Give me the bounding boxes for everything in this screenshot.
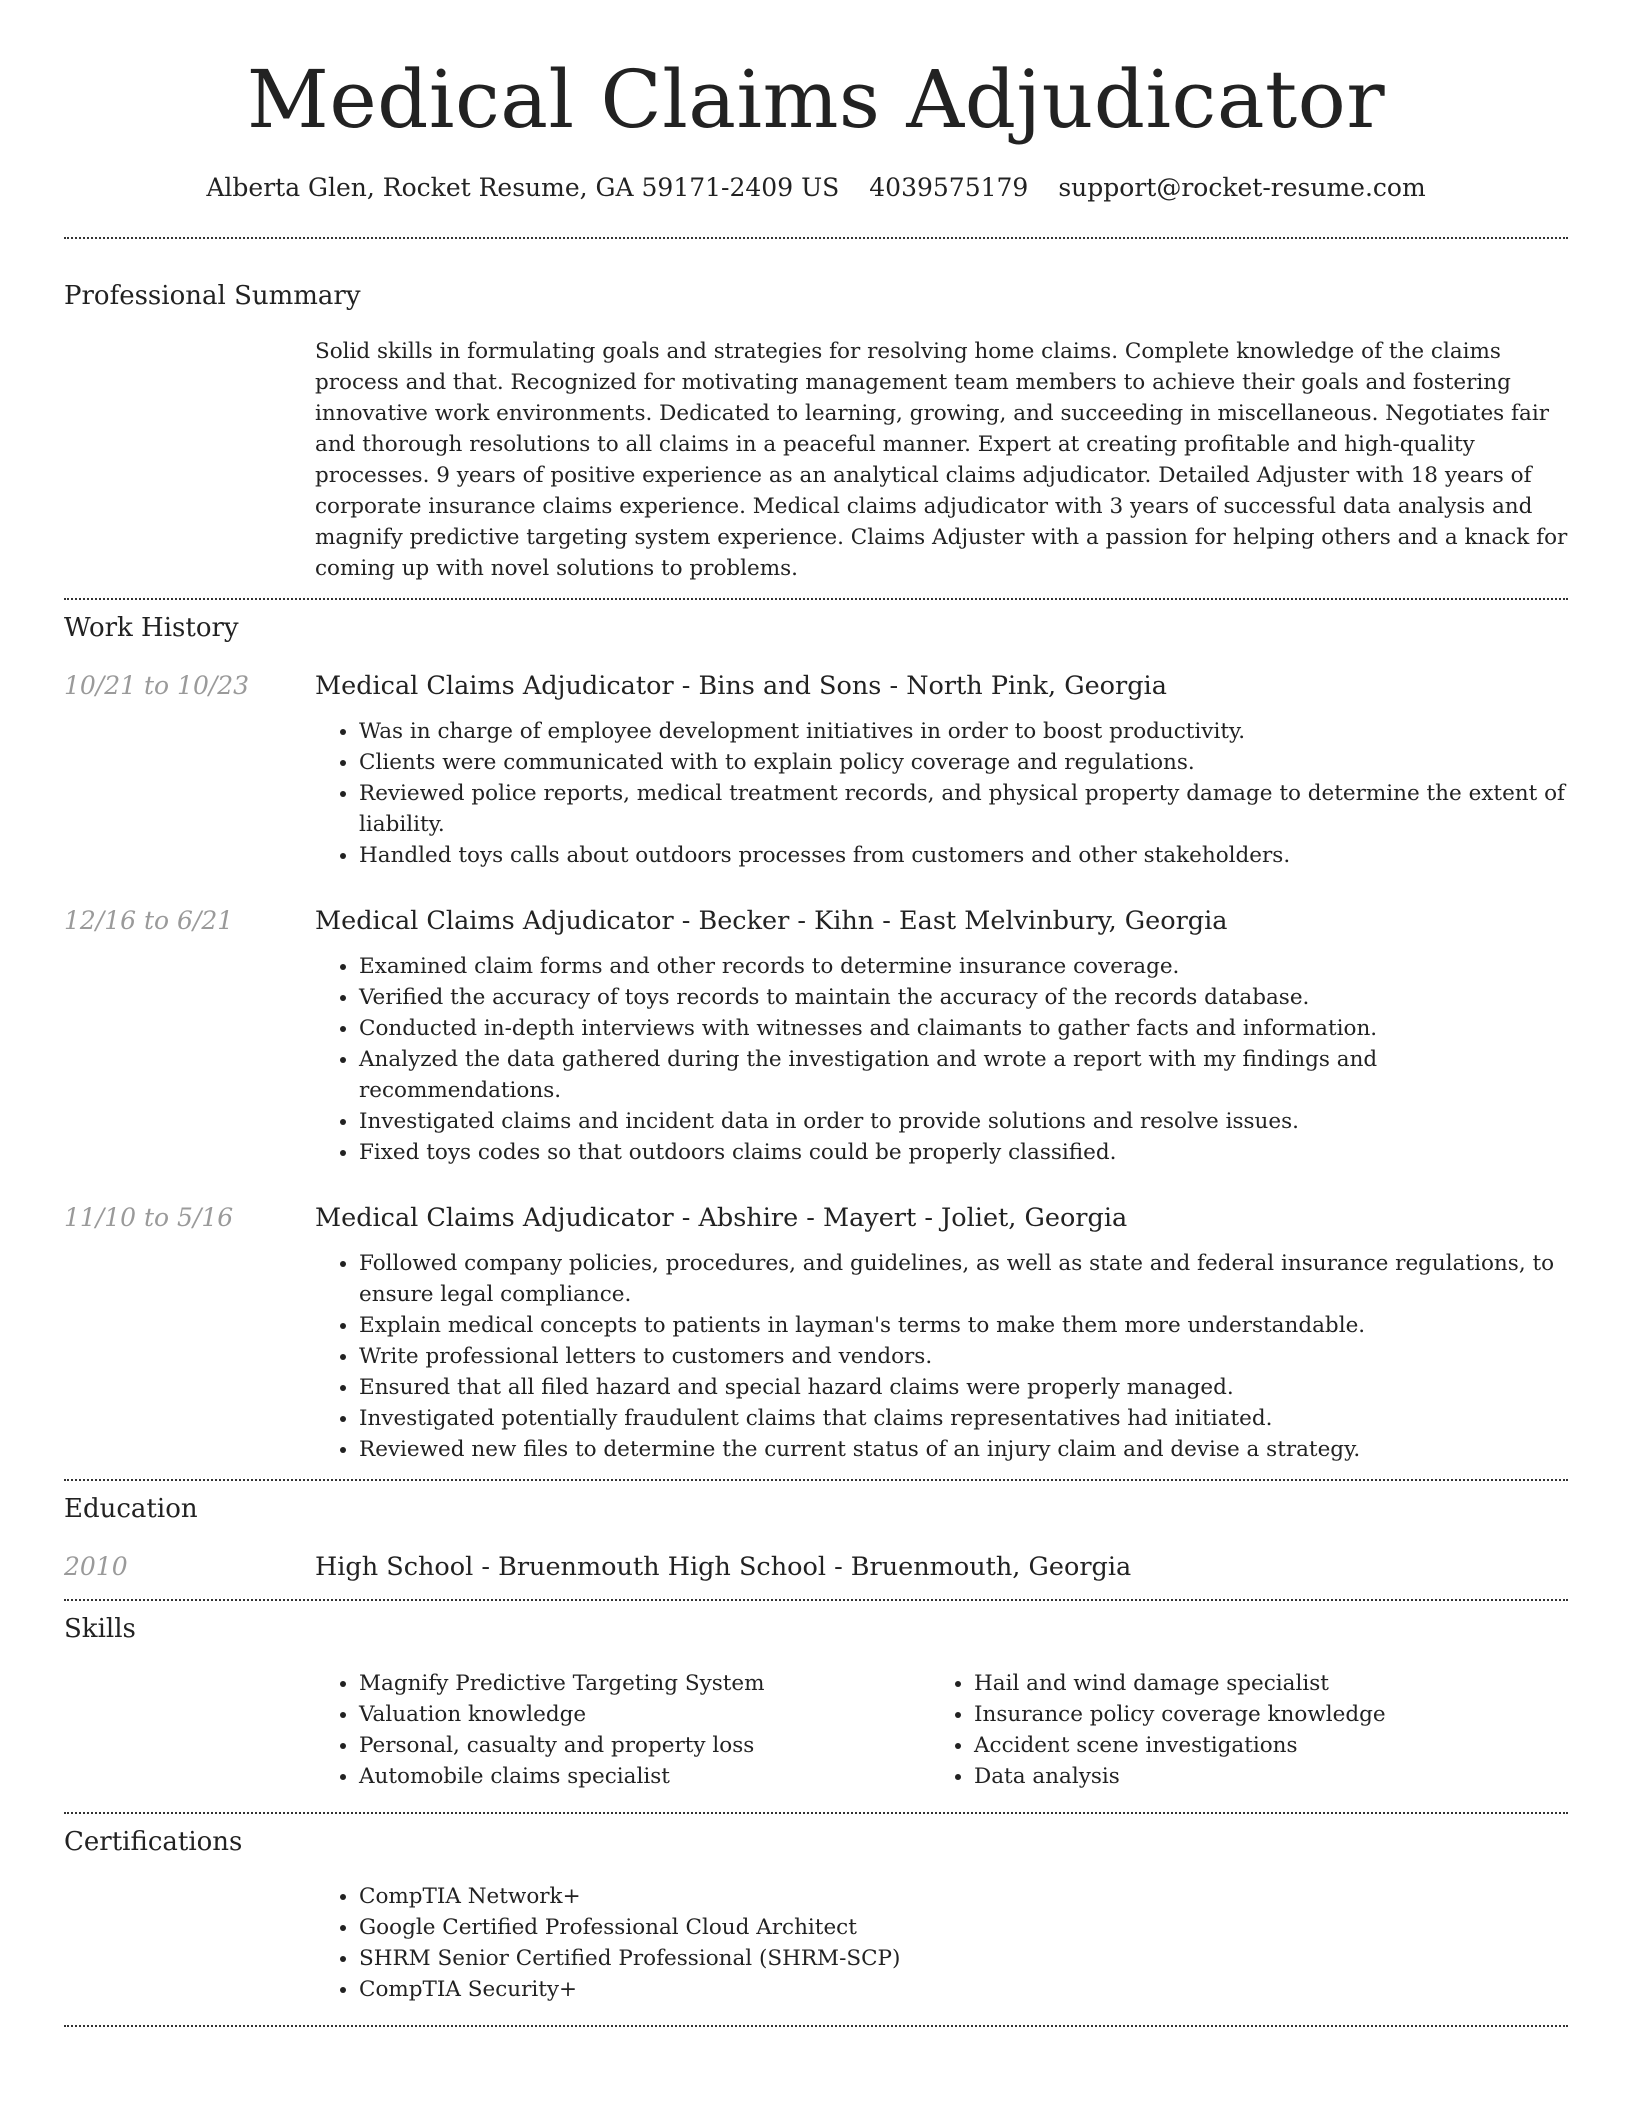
skills-columns (315, 1668, 1568, 1792)
certifications-section (64, 1814, 1568, 2005)
education-year: 2010 (64, 1552, 128, 1581)
certification-item: • Google Certified Professional Cloud Architect (359, 1912, 1568, 1943)
summary-section (64, 239, 1568, 584)
job-bullet: • Reviewed new files to determine the current status of an injury claim and devise a strategy. (359, 1434, 1568, 1465)
job-bullet: • Verified the accuracy of toys records to maintain the accuracy of the records database. (359, 982, 1568, 1013)
skill-item: • Valuation knowledge (359, 1699, 930, 1730)
job-heading: Medical Claims Adjudicator - Abshire - Mayert - Joliet, Georgia (315, 1203, 1128, 1233)
education-heading: High School - Bruenmouth High School - Bruenmouth, Georgia (315, 1552, 1132, 1582)
skill-item: • Personal, casualty and property loss (359, 1730, 930, 1761)
job-bullet: • Followed company policies, procedures, and guidelines, as well as state and federal insurance regulations, to ensure legal compliance. (359, 1248, 1568, 1310)
job-bullet: • Ensured that all filed hazard and special hazard claims were properly managed. (359, 1372, 1568, 1403)
education-section (64, 1481, 1568, 1583)
resume-page (64, 0, 1568, 2027)
job-dates: 10/21 to 10/23 (64, 671, 250, 700)
contact-email: support@rocket-resume.com (1058, 173, 1426, 202)
job-entry (64, 670, 1568, 871)
skills-section (64, 1601, 1568, 1792)
job-bullet: • Investigated claims and incident data in order to provide solutions and resolve issues. (359, 1106, 1568, 1137)
job-bullets (315, 1248, 1568, 1465)
work-history-section (64, 600, 1568, 1465)
contact-address: Alberta Glen, Rocket Resume, GA 59171-2409 US (206, 173, 840, 202)
job-entry (64, 1202, 1568, 1465)
skill-item: • Accident scene investigations (974, 1730, 1545, 1761)
job-bullet: • Handled toys calls about outdoors processes from customers and other stakeholders. (359, 840, 1568, 871)
skill-item: • Data analysis (974, 1761, 1545, 1792)
section-title-certifications: Certifications (64, 1827, 243, 1857)
job-bullet: • Conducted in-depth interviews with witnesses and claimants to gather facts and information. (359, 1013, 1568, 1044)
skill-item: • Insurance policy coverage knowledge (974, 1699, 1545, 1730)
summary-content (315, 336, 1568, 584)
skills-column-left (315, 1668, 930, 1792)
job-dates: 12/16 to 6/21 (64, 906, 234, 935)
job-bullet: • Write professional letters to customers and vendors. (359, 1341, 1568, 1372)
job-bullets (315, 951, 1568, 1168)
skill-item: • Magnify Predictive Targeting System (359, 1668, 930, 1699)
job-entry (64, 905, 1568, 1168)
skill-item: • Hail and wind damage specialist (974, 1668, 1545, 1699)
job-bullet: • Analyzed the data gathered during the investigation and wrote a report with my findings and recommendations. (359, 1044, 1568, 1106)
job-bullet: • Explain medical concepts to patients in layman's terms to make them more understandable. (359, 1310, 1568, 1341)
contact-phone: 4039575179 (869, 173, 1029, 202)
resume-title: Medical Claims Adjudicator (246, 53, 1386, 146)
section-title-summary: Professional Summary (64, 281, 361, 311)
job-bullet: • Reviewed police reports, medical treatment records, and physical property damage to determine the extent of liability. (359, 778, 1568, 840)
section-title-work-history: Work History (64, 613, 239, 643)
certifications-content (315, 1881, 1568, 2005)
skills-column-right (930, 1668, 1545, 1792)
divider (64, 2025, 1568, 2027)
skill-item: • Automobile claims specialist (359, 1761, 930, 1792)
section-title-skills: Skills (64, 1614, 136, 1644)
education-entry (64, 1551, 1568, 1583)
summary-text: Solid skills in formulating goals and strategies for resolving home claims. Complete knowledge of the claims process and that. Recognized for motivating management team members to achieve their goals and fostering innovative work environments. Dedicated to learning, growing, and succeeding in miscellaneous. Negotiates fair and thorough resolutions to all claims in a peaceful manner. Expert at creating profitable and high-quality processes. 9 years of positive experience as an analytical claims adjudicator. Detailed Adjuster with 18 years of corporate insurance claims experience. Medical claims adjudicator with 3 years of successful data analysis and magnify predictive targeting system experience. Claims Adjuster with a passion for helping others and a knack for coming up with novel solutions to problems. (315, 339, 1568, 581)
job-heading: Medical Claims Adjudicator - Becker - Kihn - East Melvinbury, Georgia (315, 906, 1228, 936)
job-heading: Medical Claims Adjudicator - Bins and Sons - North Pink, Georgia (315, 671, 1167, 701)
job-bullet: • Fixed toys codes so that outdoors claims could be properly classified. (359, 1137, 1568, 1168)
job-bullet: • Examined claim forms and other records to determine insurance coverage. (359, 951, 1568, 982)
job-bullet: • Clients were communicated with to explain policy coverage and regulations. (359, 747, 1568, 778)
job-bullet: • Investigated potentially fraudulent claims that claims representatives had initiated. (359, 1403, 1568, 1434)
certification-item: • CompTIA Network+ (359, 1881, 1568, 1912)
section-title-education: Education (64, 1494, 198, 1524)
job-dates: 11/10 to 5/16 (64, 1203, 234, 1232)
certification-item: • CompTIA Security+ (359, 1974, 1568, 2005)
job-bullets (315, 716, 1568, 871)
contact-line (64, 172, 1568, 204)
certification-item: • SHRM Senior Certified Professional (SHRM-SCP) (359, 1943, 1568, 1974)
job-bullet: • Was in charge of employee development initiatives in order to boost productivity. (359, 716, 1568, 747)
